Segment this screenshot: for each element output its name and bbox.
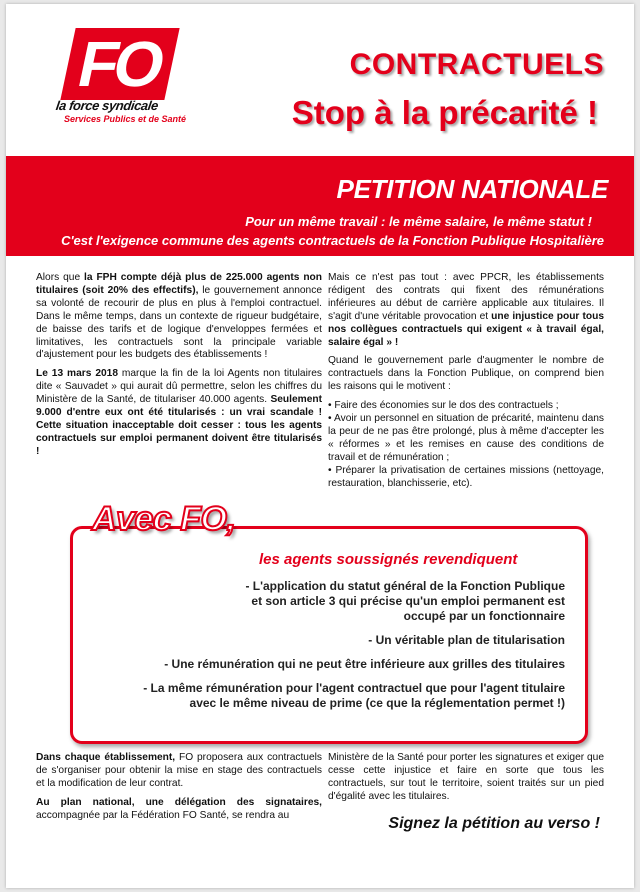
text-run-bold: une injustice pour tous nos collègues contractuels qui exigent « à travail égal, salaire égal » ! <box>328 310 604 348</box>
claim-item: - Une rémunération qui ne peut être inférieure aux grilles des titulaires <box>164 657 565 671</box>
petition-page <box>6 4 634 888</box>
text-run-bold: Dans chaque établissement, <box>36 752 176 763</box>
intro-paragraph-1 <box>36 272 322 362</box>
footer-right-column <box>328 752 604 832</box>
list-item: • Avoir un personnel en situation de précarité, maintenu dans la peur de ne pas être prolongé, plus à même d'accepter les « réformes » et les remises en cause des conditions de travail et de rémunération ; <box>328 413 604 463</box>
footer-left-column <box>36 752 322 829</box>
claim-line: occupé par un fonctionnaire <box>403 609 565 623</box>
logo-subtitle: Services Publics et de Santé <box>64 114 187 124</box>
petition-slogan: Pour un même travail : le même salaire, le même statut ! <box>245 214 592 229</box>
claims-heading: les agents soussignés revendiquent <box>259 551 518 568</box>
petition-tagline: C'est l'exigence commune des agents contractuels de la Fonction Publique Hospitalière <box>61 233 604 248</box>
footer-paragraph-1 <box>36 752 322 791</box>
claim-line: et son article 3 qui précise qu'un emploi permanent est <box>251 594 565 608</box>
intro-paragraph-3 <box>328 272 604 349</box>
motives-list <box>328 400 604 490</box>
text-run-bold: la FPH compte déjà plus de 225.000 agents non titulaires (soit 20% des effectifs), <box>36 272 322 296</box>
list-item: • Préparer la privatisation de certaines missions (nettoyage, restauration, blanchisserie, etc). <box>328 464 604 489</box>
claim-line: - La même rémunération pour l'agent contractuel que pour l'agent titulaire <box>143 681 565 695</box>
logo-tagline: la force syndicale <box>54 98 159 113</box>
text-run: accompagnée par la Fédération FO Santé, se rendra au <box>36 809 290 821</box>
petition-banner <box>6 156 634 256</box>
text-run-bold: Au plan national, une délégation des signataires, <box>36 796 322 808</box>
footer-paragraph-3: Ministère de la Santé pour porter les signatures et exiger que cesse cette injustice et faire en sorte que tous les contractuels, sur tout le territoire, soient traités sur un pied d'égalité avec les titulaires. <box>328 752 604 802</box>
text-run: Mais ce n'est pas tout : avec PPCR, les établissements rédigent des contrats qui fixent des rémunérations inférieures au début de carrière applicable aux titulaires. Il s'agit d'une véritable provocation et <box>328 272 604 322</box>
claims-list <box>79 579 565 720</box>
main-title: CONTRACTUELS <box>349 48 604 81</box>
text-run: FO proposera aux contractuels de s'organiser pour obtenir la mise en stage des contractuels et la modification de leur contrat. <box>36 752 322 789</box>
claim-line: avec le même niveau de prime (ce que la réglementation permet !) <box>189 696 565 710</box>
text-run: Alors que <box>36 272 85 283</box>
text-run-bold: Le 13 mars 2018 <box>36 368 118 380</box>
petition-title: PETITION NATIONALE <box>336 174 608 204</box>
claim-item <box>79 681 565 711</box>
text-run: le gouvernement annonce sa volonté de recourir de plus en plus à l'emploi contractuel. Dans le même temps, dans un contexte de rigueur budgétaire, de baisse des tarifs et de logique d'enveloppes fermées et limitatives, les contractuels sont la principale variable d'ajustement pour les budgets des établissements ! <box>36 284 322 361</box>
main-subtitle: Stop à la précarité ! <box>291 94 598 131</box>
logo-fo-mark: FO <box>60 28 179 100</box>
sign-petition-callout: Signez la pétition au verso ! <box>388 815 600 832</box>
footer-paragraph-2 <box>36 797 322 823</box>
claim-line: - L'application du statut général de la Fonction Publique <box>245 579 565 593</box>
fo-logo <box>56 28 206 124</box>
intro-paragraph-2 <box>36 368 322 458</box>
claim-item: - Un véritable plan de titularisation <box>368 633 565 647</box>
intro-left-column <box>36 272 322 465</box>
intro-paragraph-4: Quand le gouvernement parle d'augmenter le nombre de contractuels dans la Fonction Publique, on comprend bien les raisons qui le motivent : <box>328 355 604 393</box>
text-run: marque la fin de la loi Agents non titulaires dite « Sauvadet » qui aurait dû permettre, selon les chiffres du Ministère de la Santé, de titulariser 40.000 agents. <box>36 368 322 406</box>
intro-right-column <box>328 272 604 491</box>
claim-item <box>79 579 565 624</box>
text-run-bold: Seulement 9.000 d'entre eux ont été titularisés : un vrai scandale ! Cette situation inacceptable doit cesser : tous les agents contractuels sur emploi permanent doivent être titularisés ! <box>36 394 322 457</box>
avec-fo-badge: Avec FO, <box>92 500 236 538</box>
list-item: • Faire des économies sur le dos des contractuels ; <box>328 400 559 412</box>
claims-box <box>70 526 588 744</box>
